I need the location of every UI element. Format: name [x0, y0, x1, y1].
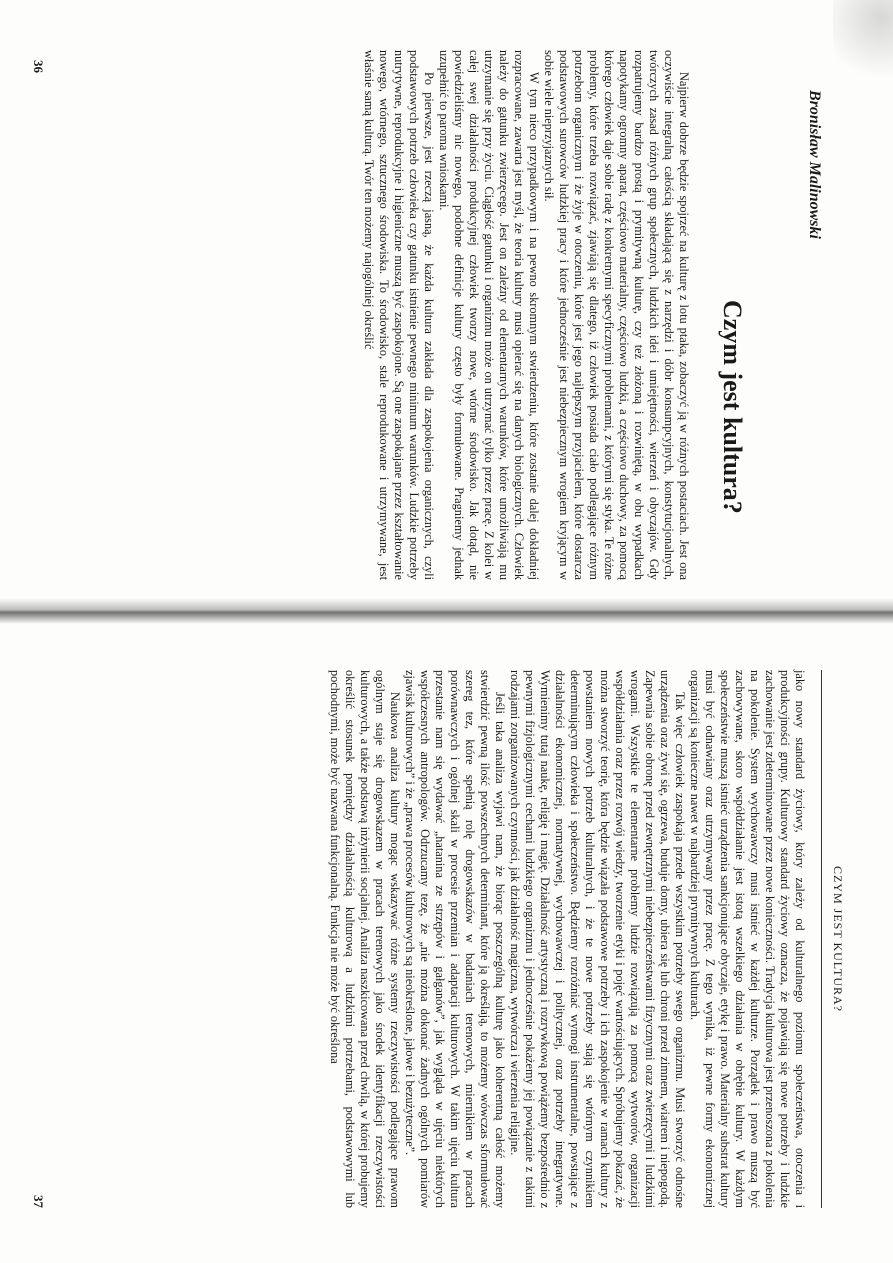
paragraph: Najpierw dobrze będzie spojrzeć na kulturę z lotu ptaka, zobaczyć ją w różnych postaciach. Jest ona oczywiście integralną całością składającą się z narzędzi i dóbr konsumpcyjnych, konstytucjonalnych, twórczych zasad różnych grup społecznych, ludzkich idei i umiejętności, wierzeń i obyczajów. Gdy rozpatrujemy bardzo prostą i prymitywną kulturę, czy też złożoną i rozwiniętą, w obu wypadkach napotykamy ogromny aparat, częściowo materialny, częściowo ludzki, a częściowo duchowy, za pomocą którego człowiek daje sobie radę z konkretnymi specyficznymi problemami, z którymi się styka. Te różne problemy, które trzeba rozwiązać, zjawiają się dlatego, iż człowiek posiada ciało podlegające różnym potrzebom organicznym i że żyje w otoczeniu, które jest jego najlepszym przyjacielem, które dostarcza podstawowych surowców ludzkiej pracy i które jednocześnie jest niebezpiecznym wrogiem kryjącym w sobie wiele nieprzyjaznych sił.	[542, 50, 691, 580]
paragraph: jako nowy standard życiowy, który zależy od kulturalnego poziomu społeczeństwa, otoczenia i produkcyjności grupy. Kulturowy standard życiowy oznacza, że pojawiają się nowe potrzeby i ludzkie zachowanie jest zdeterminowane przez nowe konieczności. Tradycja kulturowa jest przenoszona z pokolenia na pokolenie. System wychowawczy musi istnieć w każdej kulturze. Porządek i prawo muszą być zachowywane, skoro współdziałanie jest istotą wszelkiego działania w obrębie kultury. W każdym społeczeństwie muszą istnieć urządzenia sankcjonujące obyczaje, etykę i prawo. Materialny substrat kultury musi być odnawiany oraz utrzymywany przez pracę. Z tego wynika, iż pewne formy ekonomicznej organizacji są konieczne nawet w najbardziej prymitywnych kulturach.	[688, 670, 807, 1208]
scan-smudge	[833, 0, 893, 90]
chapter-title: Czym jest kultura?	[718, 300, 747, 514]
paragraph: Po pierwsze, jest rzeczą jasną, że każda kultura zakłada dla zaspokojenia organicznych, czyli podstawowych potrzeb człowieka czy gatunku istnienie pewnego minimum warunków. Ludzkie potrzeby nutrytywne, reprodukcyjne i higieniczne muszą być zaspokojone. Są one zaspokajane przez kształtowanie nowego, wtórnego, sztucznego środowiska. To środowisko, stale reprodukowane i utrzymywane, jest właśnie samą kulturą. Twór ten możemy najogólniej określić	[362, 50, 436, 580]
running-head: CZYM JEST KULTURA?	[821, 670, 845, 1208]
paragraph: W tym nieco przypadkowym i na pewno skromnym stwierdzeniu, które zostanie dalej dokładniej rozpracowane, zawarta jest myśl, że teoria kultury musi opierać się na danych biologicznych. Człowiek należy do gatunku zwierzęcego. Jest on zależny od elementarnych warunków, które umożliwiają mu utrzymanie się przy życiu. Ciągłość gatunku i organizmu może on utrzymać tylko przez pracę. Z kolei w całej swej działalności produkcyjnej człowiek tworzy nowe, wtórne środowisko. Jak dotąd, nie powiedzieliśmy nic nowego, podobne definicje kultury często były formułowane. Pragniemy jednak uzupełnić to paroma wnioskami.	[437, 50, 541, 580]
author-name: Bronisław Malinowski	[806, 90, 823, 239]
left-page	[0, 0, 893, 620]
page-number-right: 37	[31, 1195, 46, 1208]
right-text-column	[327, 670, 807, 1208]
left-text-column	[361, 50, 691, 580]
paragraph: Jeśli taka analiza wyjawi nam, że biorąc poszczególną kulturę jako koherentną całość możemy stwierdzić pewną ilość powszechnych determinant, które ją określają, to możemy wówczas sformułować szereg tez, które spełnią rolę drogowskazów w badaniach terenowych, miernikiem w pracach porównawczych i ogólnej skali w procesie przemian i adaptacji kulturowych. W takim ujęciu kultura przestanie nam się wydawać „hatanina ze strzępów i gałganów”, jak wygląda w ujęciu niektórych współczesnych antropologów. Odrzucamy tezę, że „nie można dokonać żadnych ogólnych pomiarów zjawisk kulturowych” i że „prawa procesów kulturowych są nieokreślone, jałowe i bezużyteczne”.	[403, 670, 507, 1208]
paragraph: Naukowa analiza kultury mogąc wskazywać różne systemy rzeczywistości podlegające prawom ogólnym staje się drogowskazem w pracach terenowych jako środek identyfikacji rzeczywistości kulturowych, a także podstawą inżynierii socjalnej. Analiza naszkicowana przed chwilą, w której probujemy określić stosunek pomiędzy działalnością kulturową a ludzkimi potrzebami, podstawowymi lub pochodnymi, może być nazwana funkcjonalną. Funkcja nie może być określona	[328, 670, 402, 1208]
book-gutter-shadow	[0, 598, 893, 624]
page-number-left: 36	[31, 60, 46, 73]
right-page	[0, 630, 893, 1263]
paragraph: Tak więc człowiek zaspokaja przede wszystkim potrzeby swego organizmu. Musi stworzyć odnośne urządzenia oraz żywi się, ogrzewa, buduje domy, ubiera się lub chroni przed zimnem, wiatrem i niepogodą. Zapewnia sobie obronę przed zewnętrznymi niebezpieczeństwami fizycznymi oraz zwierzęcymi i ludzkimi wrogami. Wszystkie te elementarne problemy ludzie rozwiązują za pomocą wytworów, organizacji współdziałania oraz przez rozwój wiedzy, tworzenie etyki i pojęć wartościujących. Spróbujemy pokazać, że można stworzyć teorię, która będzie wiązała podstawowe potrzeby i ich zaspokojenie w ramach kultury z powstaniem nowych potrzeb kulturalnych, i że te nowe potrzeby stają się wtórnym czynnikiem determinującym człowieka i społeczeństwo. Będziemy rozróżniać wymogi instrumentalne, powstające z działalności ekonomicznej, normatywnej, wychowawczej i politycznej, oraz potrzeby integratywne. Wymienimy tutaj naukę, religię i magię. Działalność artystyczną i rozrywkową powiążemy bezpośrednio z pewnymi fizjologicznymi cechami ludzkiego organizmu i jednocześnie pokażemy jej powiązanie z takimi rodzajami zorganizowanych czynności, jak działalność magiczna, wytwórcza i wierzenia religijne.	[508, 670, 687, 1208]
